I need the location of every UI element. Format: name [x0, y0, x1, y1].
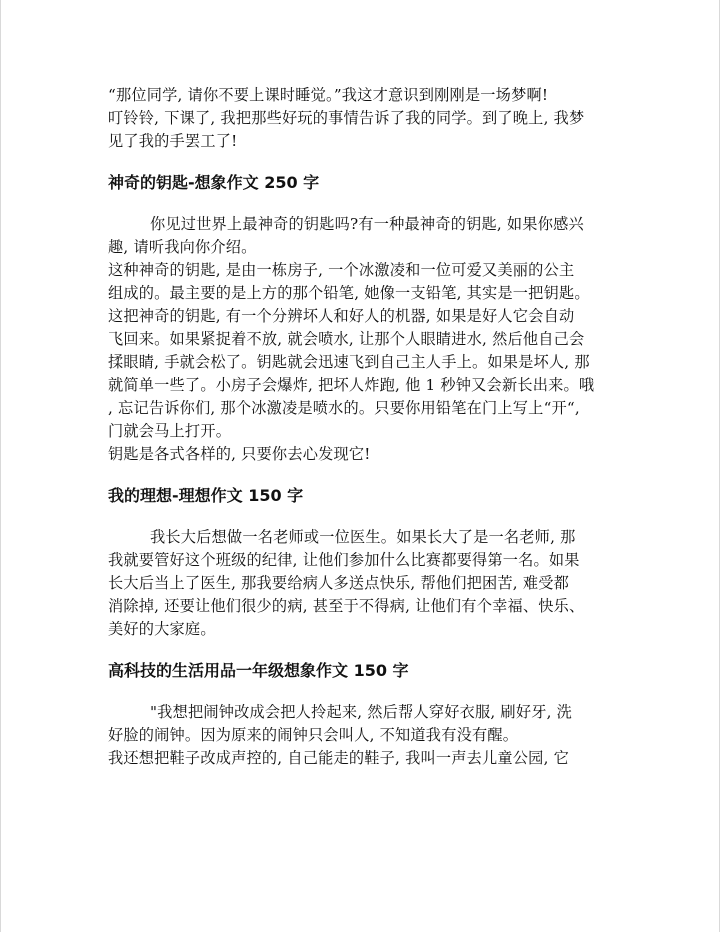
paragraph-line: 这种神奇的钥匙, 是由一栋房子, 一个冰激凌和一位可爱又美丽的公主 — [108, 261, 575, 279]
paragraph-line: 飞回来。如果紧捉着不放, 就会喷水, 让那个人眼睛进水, 然后他自己会 — [108, 330, 585, 348]
paragraph-line: 我长大后想做一名老师或一位医生。如果长大了是一名老师, 那 — [150, 528, 576, 546]
paragraph-line: , 忘记告诉你们, 那个冰激凌是喷水的。只要你用铅笔在门上写上“开“, — [108, 399, 580, 417]
section-heading-my-ideal: 我的理想-理想作文 150 字 — [108, 486, 304, 505]
paragraph-line: 这把神奇的钥匙, 有一个分辨坏人和好人的机器, 如果是好人它会自动 — [108, 307, 575, 325]
paragraph-line: 你见过世界上最神奇的钥匙吗?有一种最神奇的钥匙, 如果你感兴 — [150, 215, 584, 233]
paragraph-line: 美好的大家庭。 — [108, 620, 216, 638]
paragraph-line: 趣, 请听我向你介绍。 — [108, 238, 257, 256]
paragraph-line: 长大后当上了医生, 那我要给病人多送点快乐, 帮他们把困苦, 难受都 — [108, 574, 570, 592]
intro-line: 叮铃铃, 下课了, 我把那些好玩的事情告诉了我的同学。到了晚上, 我梦 — [108, 109, 585, 127]
paragraph-line: 消除掉, 还要让他们很少的病, 甚至于不得病, 让他们有个幸福、快乐、 — [108, 597, 585, 615]
paragraph-line: 门就会马上打开。 — [108, 422, 232, 440]
paragraph-line: 就简单一些了。小房子会爆炸, 把坏人炸跑, 他 1 秒钟又会新长出来。哦 — [108, 376, 595, 394]
paragraph-line: "我想把闹钟改成会把人拎起来, 然后帮人穿好衣服, 刷好牙, 洗 — [150, 703, 573, 721]
section-heading-magic-key: 神奇的钥匙-想象作文 250 字 — [108, 173, 320, 192]
paragraph-line: 揉眼睛, 手就会松了。钥匙就会迅速飞到自己主人手上。如果是坏人, 那 — [108, 353, 590, 371]
document-body — [108, 84, 618, 770]
section-heading-hightech-items: 高科技的生活用品一年级想象作文 150 字 — [108, 661, 409, 680]
paragraph-line: 组成的。最主要的是上方的那个铅笔, 她像一支铅笔, 其实是一把钥匙。 — [108, 284, 590, 302]
paragraph-line: 我就要管好这个班级的纪律, 让他们参加什么比赛都要得第一名。如果 — [108, 551, 580, 569]
paragraph-line: 我还想把鞋子改成声控的, 自己能走的鞋子, 我叫一声去儿童公园, 它 — [108, 749, 570, 767]
paragraph-line: 好脸的闹钟。因为原来的闹钟只会叫人, 不知道我有没有醒。 — [108, 726, 519, 744]
intro-line: “那位同学, 请你不要上课时睡觉。”我这才意识到刚刚是一场梦啊! — [108, 86, 549, 104]
intro-line: 见了我的手罢工了! — [108, 132, 238, 150]
paragraph-line: 钥匙是各式各样的, 只要你去心发现它! — [108, 445, 371, 463]
